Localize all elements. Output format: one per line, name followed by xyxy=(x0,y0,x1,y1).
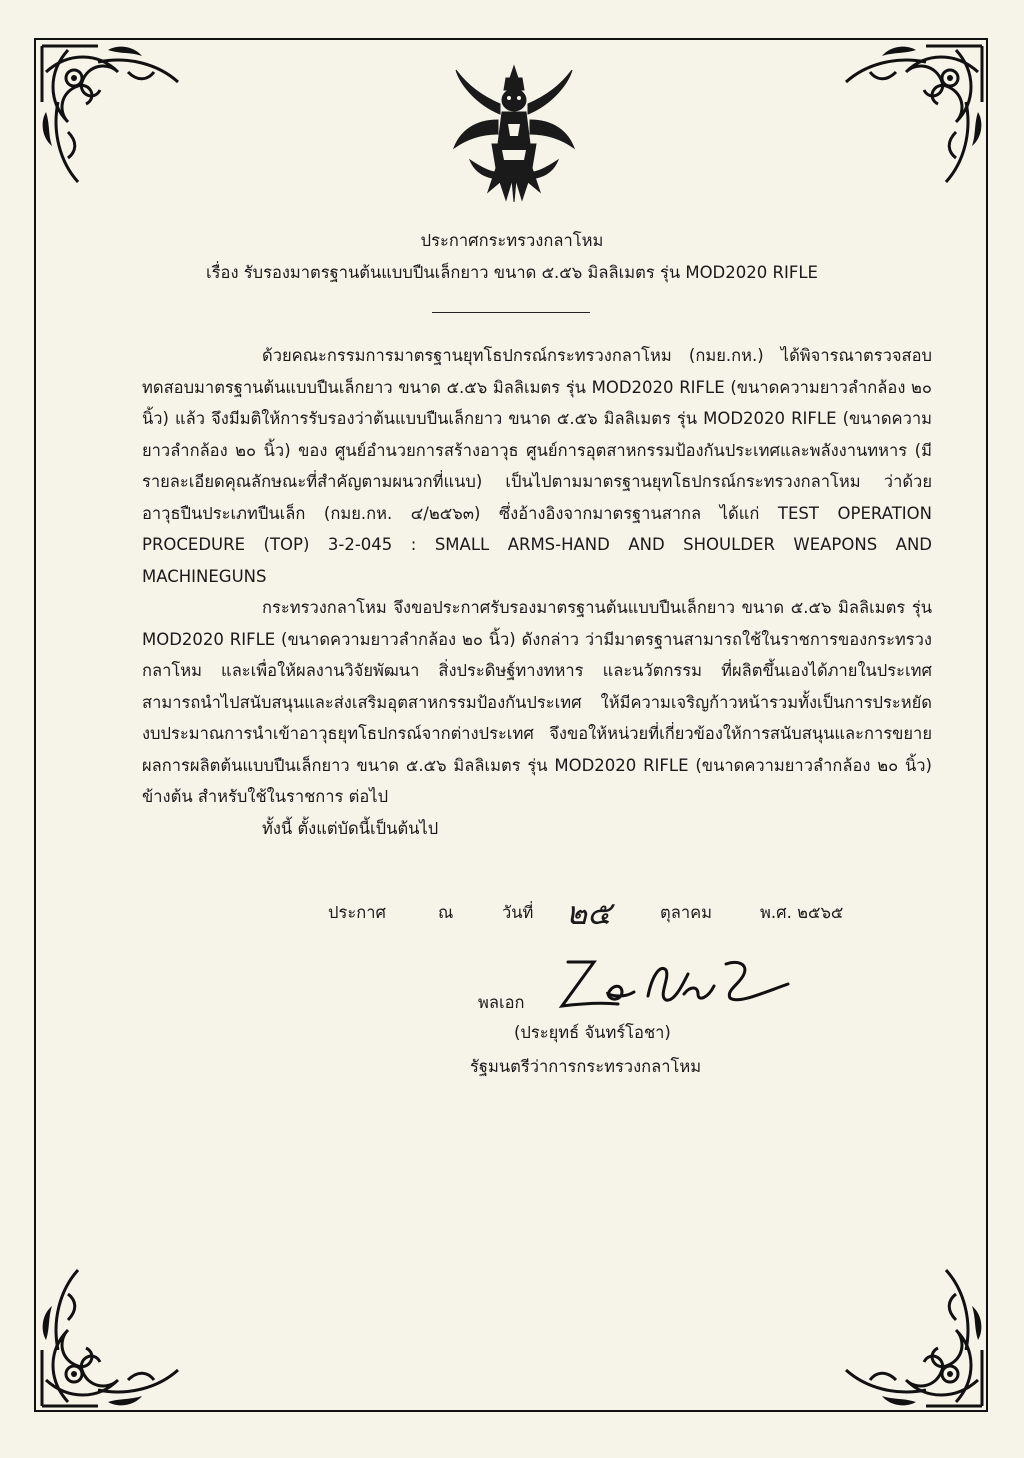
date-day-value: ๒๕ xyxy=(566,894,612,932)
signatory-position: รัฐมนตรีว่าการกระทรวงกลาโหม xyxy=(470,1057,702,1076)
corner-ornament-top-right xyxy=(836,42,986,192)
date-day-label: วันที่ xyxy=(502,903,534,922)
date-at-label: ณ xyxy=(438,903,454,922)
announcement-body xyxy=(142,340,932,844)
corner-ornament-top-left xyxy=(38,42,188,192)
date-year: พ.ศ. ๒๕๖๕ xyxy=(760,903,844,922)
title-divider xyxy=(432,312,590,313)
garuda-emblem-icon xyxy=(452,64,576,204)
body-paragraph-1: ด้วยคณะกรรมการมาตรฐานยุทโธปกรณ์กระทรวงกลาโหม (กมย.กห.) ได้พิจารณาตรวจสอบ ทดสอบมาตรฐานต้นแบบปืนเล็กยาว ขนาด ๕.๕๖ มิลลิเมตร รุ่น MOD2020 RIFLE (ขนาดความยาวลำกล้อง ๒๐ นิ้ว) แล้ว จึงมีมติให้การรับรองว่าต้นแบบปืนเล็กยาว ขนาด ๕.๕๖ มิลลิเมตร รุ่น MOD2020 RIFLE (ขนาดความยาวลำกล้อง ๒๐ นิ้ว) ของ ศูนย์อำนวยการสร้างอาวุธ ศูนย์การอุตสาหกรรมป้องกันประเทศและพลังงานทหาร (มีรายละเอียดคุณลักษณะที่สำคัญตามผนวกที่แนบ) เป็นไปตามมาตรฐานยุทโธปกรณ์กระทรวงกลาโหม ว่าด้วยอาวุธปืนประเภทปืนเล็ก (กมย.กห. ๔/๒๕๖๓) ซึ่งอ้างอิงจากมาตรฐานสากล ได้แก่ TEST OPERATION PROCEDURE (TOP) 3-2-045 : SMALL ARMS-HAND AND SHOULDER WEAPONS AND MACHINEGUNS xyxy=(142,346,932,586)
body-paragraph-2: กระทรวงกลาโหม จึงขอประกาศรับรองมาตรฐานต้นแบบปืนเล็กยาว ขนาด ๕.๕๖ มิลลิเมตร รุ่น MOD2020 RIFLE (ขนาดความยาวลำกล้อง ๒๐ นิ้ว) ดังกล่าว ว่ามีมาตรฐานสามารถใช้ในราชการของกระทรวงกลาโหม และเพื่อให้ผลงานวิจัยพัฒนา สิ่งประดิษฐ์ทางทหาร และนวัตกรรม ที่ผลิตขึ้นเองได้ภายในประเทศ สามารถนำไปสนับสนุนและส่งเสริมอุตสาหกรรมป้องกันประเทศ ให้มีความเจริญก้าวหน้ารวมทั้งเป็นการประหยัดงบประมาณการนำเข้าอาวุธยุทโธปกรณ์จากต่างประเทศ จึงขอให้หน่วยที่เกี่ยวข้องให้การสนับสนุนและการขยายผลการผลิตต้นแบบปืนเล็กยาว ขนาด ๕.๕๖ มิลลิเมตร รุ่น MOD2020 RIFLE (ขนาดความยาวลำกล้อง ๒๐ นิ้ว) ข้างต้น สำหรับใช้ในราชการ ต่อไป xyxy=(142,598,932,806)
date-month: ตุลาคม xyxy=(660,903,713,922)
body-paragraph-3: ทั้งนี้ ตั้งแต่บัดนี้เป็นต้นไป xyxy=(262,818,439,838)
corner-ornament-bottom-right xyxy=(836,1260,986,1410)
handwritten-signature xyxy=(548,950,798,1020)
date-announced-label: ประกาศ xyxy=(328,903,386,922)
subject-line: เรื่อง รับรองมาตรฐานต้นแบบปืนเล็กยาว ขนาด ๕.๕๖ มิลลิเมตร รุ่น MOD2020 RIFLE xyxy=(206,263,818,282)
signatory-rank: พลเอก xyxy=(478,993,525,1012)
corner-ornament-bottom-left xyxy=(38,1260,188,1410)
announcement-title: ประกาศกระทรวงกลาโหม xyxy=(420,231,604,250)
signatory-name: (ประยุทธ์ จันทร์โอชา) xyxy=(514,1023,671,1042)
